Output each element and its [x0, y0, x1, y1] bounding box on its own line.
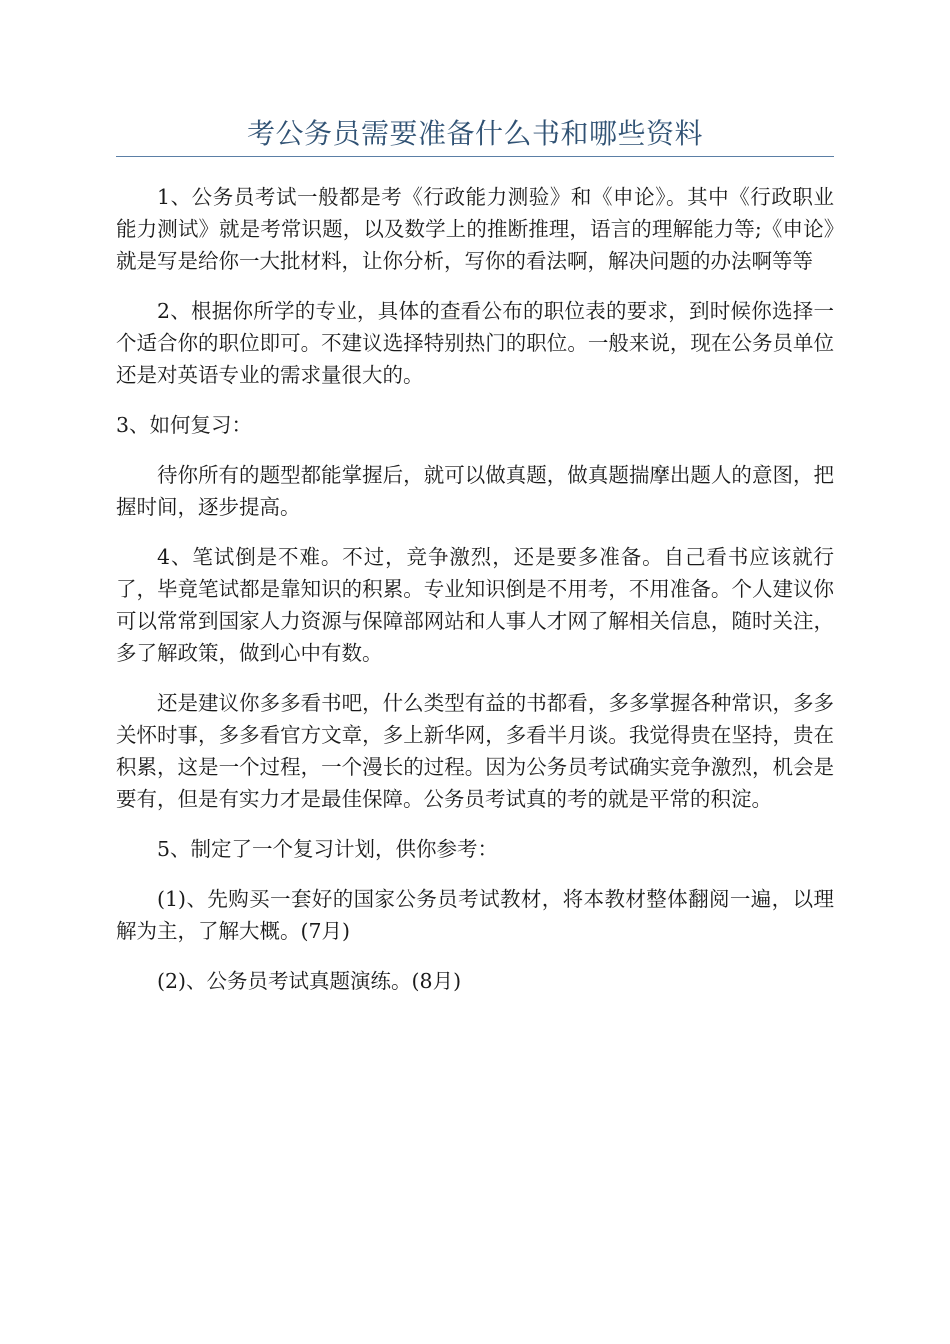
document-title: 考公务员需要准备什么书和哪些资料 — [246, 117, 703, 150]
document-body — [116, 181, 834, 997]
paragraph-1: 1、公务员考试一般都是考《行政能力测验》和《申论》。其中《行政职业能力测试》就是考常识题，以及数学上的推断推理，语言的理解能力等;《申论》就是写是给你一大批材料，让你分析，写你的看法啊，解决问题的办法啊等等 — [116, 185, 834, 273]
title-underline — [116, 156, 834, 157]
paragraph-7: 5、制定了一个复习计划，供你参考： — [157, 837, 499, 861]
document-page — [116, 0, 834, 1015]
paragraph-2: 2、根据你所学的专业，具体的查看公布的职位表的要求，到时候你选择一个适合你的职位即可。不建议选择特别热门的职位。一般来说，现在公务员单位还是对英语专业的需求量很大的。 — [116, 299, 834, 387]
paragraph-8: (1)、先购买一套好的国家公务员考试教材，将本教材整体翻阅一遍，以理解为主，了解大概。(7月) — [116, 887, 834, 943]
paragraph-9: (2)、公务员考试真题演练。(8月) — [157, 969, 462, 993]
paragraph-4: 待你所有的题型都能掌握后，就可以做真题，做真题揣摩出题人的意图，把握时间，逐步提高。 — [116, 463, 834, 519]
paragraph-3-heading: 3、如何复习： — [116, 413, 253, 437]
paragraph-5: 4、笔试倒是不难。不过，竞争激烈，还是要多准备。自己看书应该就行了，毕竟笔试都是靠知识的积累。专业知识倒是不用考，不用准备。个人建议你可以常常到国家人力资源与保障部网站和人事人才网了解相关信息，随时关注，多了解政策，做到心中有数。 — [116, 545, 834, 665]
paragraph-6: 还是建议你多多看书吧，什么类型有益的书都看，多多掌握各种常识，多多关怀时事，多多看官方文章，多上新华网，多看半月谈。我觉得贵在坚持，贵在积累，这是一个过程，一个漫长的过程。因为公务员考试确实竞争激烈，机会是要有，但是有实力才是最佳保障。公务员考试真的考的就是平常的积淀。 — [116, 691, 834, 811]
